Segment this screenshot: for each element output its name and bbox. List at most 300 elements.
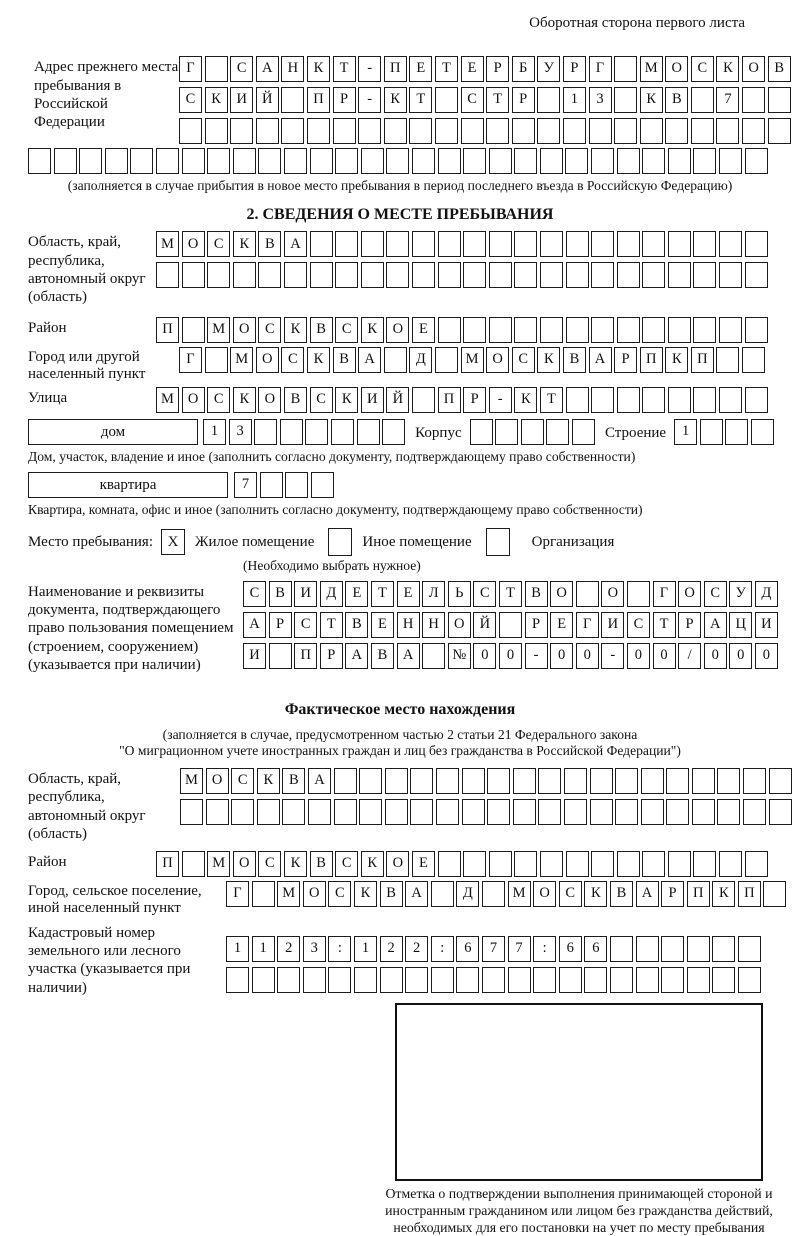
char-cell: Р xyxy=(661,881,684,907)
char-cell xyxy=(712,936,735,962)
char-cell: К xyxy=(384,87,407,113)
char-cell xyxy=(412,231,435,257)
char-cell: 2 xyxy=(277,936,300,962)
char-cell xyxy=(410,799,433,825)
char-cell xyxy=(546,419,569,445)
char-cell xyxy=(745,851,768,877)
char-cell: О xyxy=(665,56,688,82)
char-cell: : xyxy=(328,936,351,962)
char-cell: 0 xyxy=(550,643,573,669)
char-cell xyxy=(258,148,281,174)
char-cell xyxy=(642,317,665,343)
char-cell xyxy=(335,231,358,257)
char-cell xyxy=(281,87,304,113)
char-cell xyxy=(156,262,179,288)
char-cell: К xyxy=(584,881,607,907)
char-cell: Р xyxy=(525,612,548,638)
char-cell xyxy=(617,851,640,877)
char-cell xyxy=(687,936,710,962)
char-cell: И xyxy=(294,581,317,607)
char-cell xyxy=(482,881,505,907)
apartment-block xyxy=(28,472,772,498)
char-cell xyxy=(614,87,637,113)
char-cell: П xyxy=(156,851,179,877)
char-cell: 1 xyxy=(252,936,275,962)
char-cell: 0 xyxy=(627,643,650,669)
char-cell: У xyxy=(537,56,560,82)
char-cell: П xyxy=(438,387,461,413)
char-cell: 0 xyxy=(729,643,752,669)
char-cell xyxy=(205,56,228,82)
char-cell: С xyxy=(328,881,351,907)
char-cell xyxy=(357,419,380,445)
char-cell xyxy=(563,118,586,144)
char-cell xyxy=(207,148,230,174)
char-cell: С xyxy=(243,581,266,607)
char-cell xyxy=(354,967,377,993)
document-label: Наименование и реквизиты документа, подтверждающего право пользования помещением (строением, сооружением) (указывается при наличии) xyxy=(28,583,234,673)
char-cell: № xyxy=(448,643,471,669)
char-cell: К xyxy=(354,881,377,907)
char-cell: С xyxy=(207,231,230,257)
char-cell xyxy=(252,881,275,907)
char-cell: Г xyxy=(179,56,202,82)
char-cell xyxy=(693,851,716,877)
char-cell xyxy=(285,472,308,498)
char-cell: С xyxy=(310,387,333,413)
char-cell xyxy=(590,799,613,825)
char-cell xyxy=(305,419,328,445)
char-cell xyxy=(716,347,739,373)
stay-type-checkbox-organization xyxy=(486,528,510,556)
char-cell xyxy=(540,231,563,257)
char-cell xyxy=(28,148,51,174)
char-cell xyxy=(615,799,638,825)
char-cell xyxy=(252,967,275,993)
char-cell xyxy=(422,643,445,669)
char-cell xyxy=(310,148,333,174)
char-cell xyxy=(310,231,333,257)
char-cell xyxy=(745,387,768,413)
char-cell xyxy=(717,768,740,794)
page-side-note: Оборотная сторона первого листа xyxy=(529,15,745,31)
char-cell xyxy=(691,118,714,144)
stamp-note: Отметка о подтверждении выполнения принимающей стороной и иностранным гражданином или лицом без гражданства действий, необходимых для его постановки на учет по месту пребывания xyxy=(385,1185,773,1235)
char-cell xyxy=(230,118,253,144)
char-cell xyxy=(180,799,203,825)
char-cell: В xyxy=(563,347,586,373)
cadastral-label: Кадастровый номер земельного или лесного участка (указывается при наличии) xyxy=(28,924,191,996)
char-cell xyxy=(642,851,665,877)
char-cell: М xyxy=(640,56,663,82)
stay-type-checkbox-residential: X xyxy=(161,529,185,555)
char-cell xyxy=(456,967,479,993)
char-cell xyxy=(156,148,179,174)
char-cell: Е xyxy=(345,581,368,607)
char-cell xyxy=(284,262,307,288)
char-cell: М xyxy=(180,768,203,794)
char-cell: О xyxy=(486,347,509,373)
char-cell: П xyxy=(687,881,710,907)
char-cell xyxy=(486,118,509,144)
char-cell: Д xyxy=(409,347,432,373)
char-cell: С xyxy=(230,56,253,82)
char-cell: А xyxy=(589,347,612,373)
char-cell xyxy=(462,799,485,825)
char-cell: К xyxy=(284,317,307,343)
char-cell xyxy=(435,87,458,113)
char-cell xyxy=(617,262,640,288)
char-cell: О xyxy=(206,768,229,794)
char-cell: К xyxy=(233,387,256,413)
char-cell xyxy=(514,148,537,174)
char-cell: С xyxy=(691,56,714,82)
char-cell xyxy=(463,148,486,174)
char-cell xyxy=(280,419,303,445)
char-cell: П xyxy=(307,87,330,113)
apartment-box-label: квартира xyxy=(28,472,228,498)
document-row-2 xyxy=(243,612,778,638)
char-cell: Р xyxy=(269,612,292,638)
char-cell: К xyxy=(307,347,330,373)
char-cell xyxy=(205,118,228,144)
char-cell xyxy=(566,231,589,257)
char-cell xyxy=(666,799,689,825)
char-cell: Г xyxy=(576,612,599,638)
char-cell: 0 xyxy=(473,643,496,669)
char-cell xyxy=(361,148,384,174)
char-cell xyxy=(182,317,205,343)
char-cell xyxy=(617,148,640,174)
char-cell: С xyxy=(627,612,650,638)
char-cell: К xyxy=(640,87,663,113)
char-cell xyxy=(693,262,716,288)
char-cell: 7 xyxy=(482,936,505,962)
char-cell: М xyxy=(207,851,230,877)
char-cell: В xyxy=(768,56,791,82)
cadastral-block xyxy=(28,922,772,997)
char-cell: Е xyxy=(461,56,484,82)
char-cell: С xyxy=(473,581,496,607)
char-cell xyxy=(361,262,384,288)
char-cell: К xyxy=(335,387,358,413)
char-cell xyxy=(489,148,512,174)
char-cell xyxy=(668,231,691,257)
char-cell xyxy=(538,799,561,825)
char-cell xyxy=(380,967,403,993)
actual-district-row xyxy=(156,851,768,877)
char-cell xyxy=(284,148,307,174)
char-cell xyxy=(564,768,587,794)
char-cell xyxy=(463,231,486,257)
actual-location-note-1: (заполняется в случае, предусмотренном частью 2 статьи 21 Федерального закона xyxy=(162,726,638,742)
char-cell xyxy=(514,231,537,257)
char-cell xyxy=(277,967,300,993)
char-cell xyxy=(566,317,589,343)
actual-city-block xyxy=(28,881,772,918)
char-cell xyxy=(463,262,486,288)
char-cell xyxy=(130,148,153,174)
char-cell: Р xyxy=(320,643,343,669)
char-cell xyxy=(591,317,614,343)
char-cell xyxy=(303,967,326,993)
char-cell: Б xyxy=(512,56,535,82)
region-row-1 xyxy=(156,231,768,257)
char-cell xyxy=(182,148,205,174)
char-cell xyxy=(410,768,433,794)
char-cell xyxy=(435,118,458,144)
char-cell: О xyxy=(678,581,701,607)
char-cell xyxy=(438,262,461,288)
char-cell: О xyxy=(303,881,326,907)
char-cell: 0 xyxy=(755,643,778,669)
char-cell: С xyxy=(179,87,202,113)
char-cell: Н xyxy=(397,612,420,638)
char-cell xyxy=(719,262,742,288)
char-cell: Р xyxy=(463,387,486,413)
char-cell: Л xyxy=(422,581,445,607)
char-cell: 7 xyxy=(716,87,739,113)
char-cell xyxy=(206,799,229,825)
char-cell: К xyxy=(514,387,537,413)
char-cell: С xyxy=(294,612,317,638)
char-cell: 3 xyxy=(589,87,612,113)
char-cell: М xyxy=(461,347,484,373)
char-cell: М xyxy=(277,881,300,907)
char-cell: П xyxy=(691,347,714,373)
char-cell: С xyxy=(231,768,254,794)
char-cell: В xyxy=(665,87,688,113)
region-block xyxy=(28,231,772,306)
char-cell xyxy=(566,851,589,877)
char-cell: - xyxy=(489,387,512,413)
char-cell xyxy=(738,936,761,962)
stamp-box xyxy=(395,1003,763,1181)
char-cell: С xyxy=(559,881,582,907)
char-cell xyxy=(692,799,715,825)
street-row xyxy=(156,387,768,413)
char-cell: 0 xyxy=(653,643,676,669)
char-cell xyxy=(763,881,786,907)
char-cell xyxy=(610,936,633,962)
previous-address-label: Адрес прежнего места пребывания в Российской Федерации xyxy=(34,59,179,131)
char-cell: Е xyxy=(412,851,435,877)
stroenie-label: Строение xyxy=(604,424,667,441)
char-cell: С xyxy=(704,581,727,607)
char-cell: 0 xyxy=(704,643,727,669)
char-cell: А xyxy=(704,612,727,638)
char-cell xyxy=(462,768,485,794)
char-cell xyxy=(745,262,768,288)
char-cell xyxy=(743,768,766,794)
document-row-3 xyxy=(243,643,778,669)
char-cell: / xyxy=(678,643,701,669)
char-cell xyxy=(412,148,435,174)
char-cell: О xyxy=(386,317,409,343)
char-cell: - xyxy=(525,643,548,669)
actual-region-label: Область, край, республика, автономный округ (область) xyxy=(28,770,146,842)
char-cell xyxy=(769,799,792,825)
char-cell xyxy=(307,118,330,144)
char-cell: К xyxy=(361,851,384,877)
prev-address-row-2 xyxy=(179,87,791,113)
char-cell xyxy=(636,967,659,993)
char-cell xyxy=(438,148,461,174)
char-cell: С xyxy=(258,317,281,343)
char-cell: 0 xyxy=(499,643,522,669)
char-cell: В xyxy=(380,881,403,907)
char-cell xyxy=(182,851,205,877)
char-cell xyxy=(692,768,715,794)
city-block xyxy=(28,347,772,384)
district-row xyxy=(156,317,768,343)
char-cell xyxy=(668,317,691,343)
char-cell: Й xyxy=(473,612,496,638)
document-block xyxy=(28,581,772,674)
char-cell xyxy=(537,87,560,113)
char-cell xyxy=(725,419,748,445)
char-cell xyxy=(254,419,277,445)
char-cell: Е xyxy=(409,56,432,82)
char-cell xyxy=(693,317,716,343)
char-cell xyxy=(716,118,739,144)
char-cell xyxy=(768,87,791,113)
char-cell xyxy=(719,231,742,257)
char-cell xyxy=(384,347,407,373)
char-cell xyxy=(668,262,691,288)
char-cell: Т xyxy=(333,56,356,82)
char-cell: 6 xyxy=(456,936,479,962)
char-cell: : xyxy=(533,936,556,962)
char-cell: 2 xyxy=(405,936,428,962)
char-cell xyxy=(640,118,663,144)
char-cell: Т xyxy=(540,387,563,413)
char-cell: В xyxy=(333,347,356,373)
char-cell: Т xyxy=(499,581,522,607)
char-cell xyxy=(666,768,689,794)
char-cell: М xyxy=(207,317,230,343)
stay-type-checkbox-other xyxy=(328,528,352,556)
stay-type-option-other: Иное помещение xyxy=(362,534,472,551)
char-cell: Г xyxy=(226,881,249,907)
char-cell: В xyxy=(258,231,281,257)
char-cell: П xyxy=(640,347,663,373)
char-cell: В xyxy=(371,643,394,669)
char-cell: Н xyxy=(422,612,445,638)
char-cell: О xyxy=(533,881,556,907)
char-cell: О xyxy=(182,231,205,257)
char-cell: М xyxy=(156,231,179,257)
char-cell: В xyxy=(310,851,333,877)
char-cell: С xyxy=(281,347,304,373)
char-cell: А xyxy=(397,643,420,669)
char-cell: К xyxy=(712,881,735,907)
char-cell xyxy=(719,148,742,174)
char-cell: Д xyxy=(456,881,479,907)
char-cell xyxy=(566,262,589,288)
char-cell: Т xyxy=(653,612,676,638)
char-cell xyxy=(521,419,544,445)
char-cell: 2 xyxy=(380,936,403,962)
char-cell: В xyxy=(310,317,333,343)
char-cell: К xyxy=(361,317,384,343)
char-cell xyxy=(769,768,792,794)
char-cell xyxy=(385,768,408,794)
char-cell xyxy=(668,851,691,877)
char-cell xyxy=(513,768,536,794)
char-cell: И xyxy=(755,612,778,638)
char-cell xyxy=(614,118,637,144)
char-cell xyxy=(508,967,531,993)
char-cell xyxy=(412,387,435,413)
char-cell xyxy=(693,387,716,413)
char-cell xyxy=(386,148,409,174)
char-cell xyxy=(615,768,638,794)
house-block xyxy=(28,419,772,445)
previous-address-note: (заполняется в случае прибытия в новое место пребывания в период последнего въезда в Российскую Федерацию) xyxy=(67,178,733,194)
char-cell xyxy=(768,118,791,144)
char-cell xyxy=(559,967,582,993)
char-cell xyxy=(487,768,510,794)
actual-district-label: Район xyxy=(28,854,67,871)
street-label: Улица xyxy=(28,390,68,407)
char-cell xyxy=(661,967,684,993)
char-cell xyxy=(335,148,358,174)
char-cell: К xyxy=(665,347,688,373)
char-cell: А xyxy=(308,768,331,794)
char-cell xyxy=(540,148,563,174)
char-cell: К xyxy=(233,231,256,257)
char-cell: А xyxy=(636,881,659,907)
prev-address-row-3 xyxy=(179,118,791,144)
char-cell: Е xyxy=(550,612,573,638)
char-cell xyxy=(269,643,292,669)
char-cell xyxy=(691,87,714,113)
char-cell xyxy=(533,967,556,993)
stamp-area xyxy=(385,1003,773,1236)
char-cell xyxy=(489,851,512,877)
char-cell xyxy=(540,851,563,877)
char-cell xyxy=(257,799,280,825)
char-cell: Е xyxy=(371,612,394,638)
char-cell: И xyxy=(361,387,384,413)
char-cell: Т xyxy=(486,87,509,113)
char-cell xyxy=(540,262,563,288)
char-cell xyxy=(226,967,249,993)
char-cell xyxy=(712,967,735,993)
char-cell xyxy=(661,936,684,962)
char-cell xyxy=(566,387,589,413)
char-cell: О xyxy=(233,317,256,343)
char-cell xyxy=(438,851,461,877)
char-cell: П xyxy=(156,317,179,343)
char-cell: К xyxy=(205,87,228,113)
char-cell xyxy=(641,799,664,825)
district-block xyxy=(28,317,772,343)
char-cell xyxy=(79,148,102,174)
char-cell: Р xyxy=(678,612,701,638)
char-cell xyxy=(591,231,614,257)
char-cell: 7 xyxy=(234,472,257,498)
char-cell xyxy=(358,118,381,144)
char-cell: 3 xyxy=(303,936,326,962)
char-cell: 3 xyxy=(229,419,252,445)
house-box-label: дом xyxy=(28,419,198,445)
char-cell xyxy=(233,148,256,174)
char-cell: Г xyxy=(653,581,676,607)
char-cell: Е xyxy=(412,317,435,343)
char-cell: И xyxy=(243,643,266,669)
